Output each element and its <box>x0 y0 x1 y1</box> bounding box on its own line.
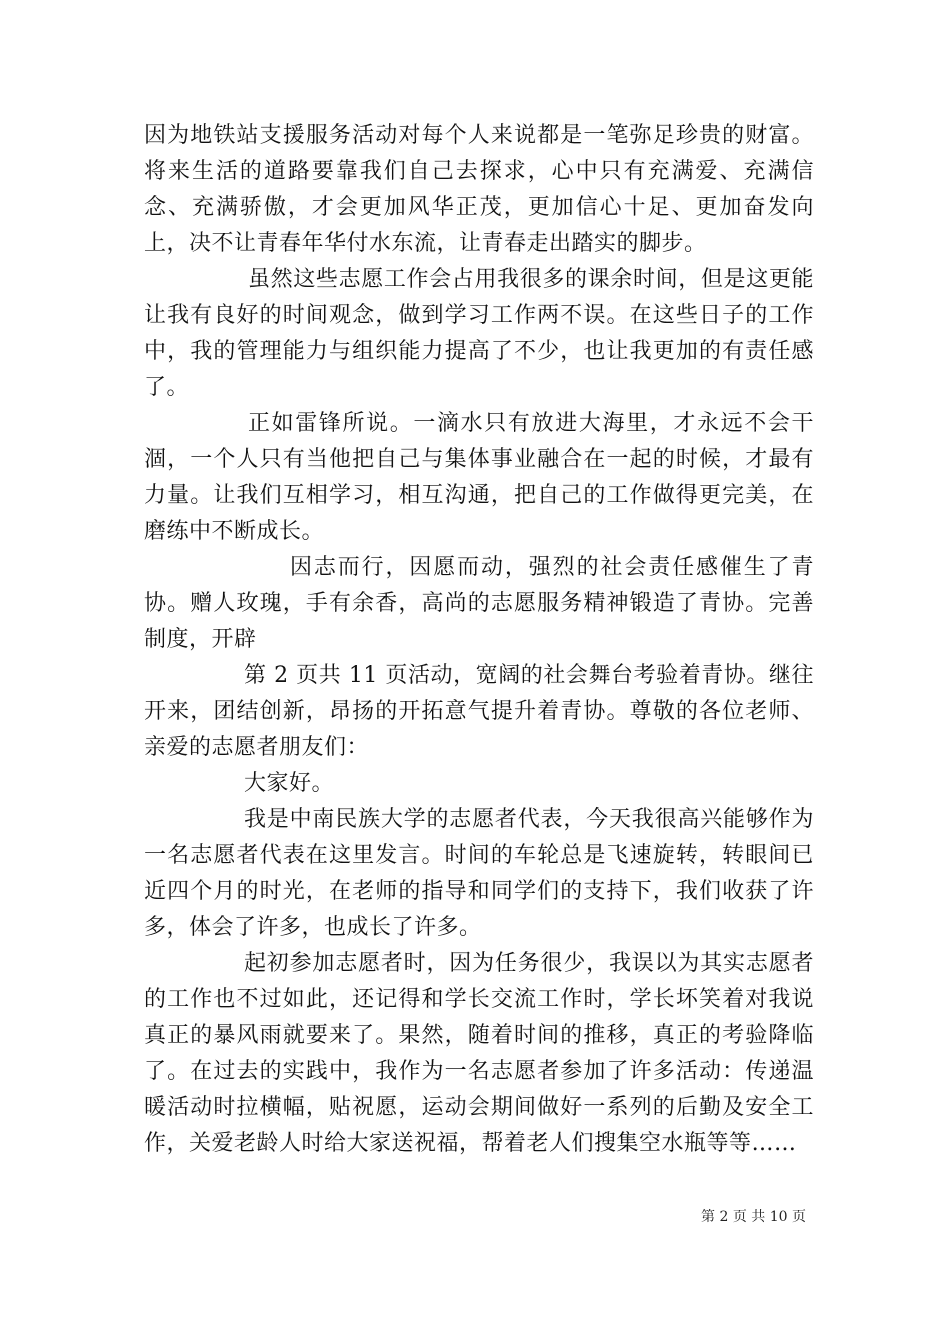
paragraph: 第 2 页共 11 页活动，宽阔的社会舞台考验着青协。继往开来，团结创新，昂扬的开拓意气提升着青协。尊敬的各位老师、亲爱的志愿者朋友们： <box>144 663 814 760</box>
paragraph: 起初参加志愿者时，因为任务很少，我误以为其实志愿者的工作也不过如此，还记得和学长交流工作时，学长坏笑着对我说真正的暴风雨就要来了。果然，随着时间的推移，真正的考验降临了。在过去的实践中，我作为一名志愿者参加了许多活动：传递温暖活动时拉横幅，贴祝愿，运动会期间做好一系列的后勤及安全工作，关爱老龄人时给大家送祝福，帮着老人们搜集空水瓶等等…… <box>144 951 814 1156</box>
paragraph: 正如雷锋所说。一滴水只有放进大海里，才永远不会干涸，一个人只有当他把自己与集体事业融合在一起的时候，才最有力量。让我们互相学习，相互沟通，把自己的工作做得更完美，在磨练中不断成长。 <box>144 411 814 544</box>
page-footer: 第 2 页 共 10 页 <box>701 1209 806 1225</box>
paragraph: 我是中南民族大学的志愿者代表，今天我很高兴能够作为一名志愿者代表在这里发言。时间的车轮总是飞速旋转，转眼间已近四个月的时光，在老师的指导和同学们的支持下，我们收获了许多，体会了许多，也成长了许多。 <box>144 807 814 940</box>
document-body <box>144 118 814 1162</box>
paragraph: 因为地铁站支援服务活动对每个人来说都是一笔弥足珍贵的财富。将来生活的道路要靠我们自己去探求，心中只有充满爱、充满信念、充满骄傲，才会更加风华正茂，更加信心十足、更加奋发向上，决不让青春年华付水东流，让青春走出踏实的脚步。 <box>144 123 814 256</box>
paragraph: 因志而行，因愿而动，强烈的社会责任感催生了青协。赠人玫瑰，手有余香，高尚的志愿服务精神锻造了青协。完善制度，开辟 <box>144 555 814 652</box>
paragraph: 大家好。 <box>244 771 335 796</box>
paragraph: 虽然这些志愿工作会占用我很多的课余时间，但是这更能让我有良好的时间观念，做到学习工作两不误。在这些日子的工作中，我的管理能力与组织能力提高了不少，也让我更加的有责任感了。 <box>144 267 814 400</box>
